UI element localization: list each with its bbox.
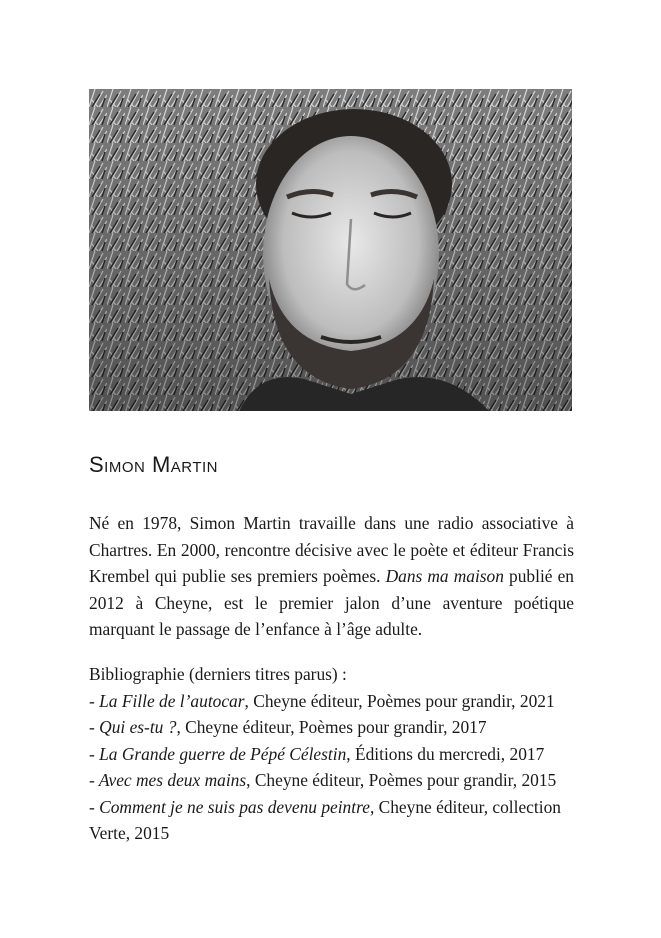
author-photo [89, 89, 572, 411]
bibliography-item-details: , Éditions du mercredi, 2017 [346, 743, 545, 764]
bibliography-item-details: , Cheyne éditeur, collection Verte, 2015 [89, 796, 561, 843]
bibliography-item-title: La Grande guerre de Pépé Célestin [99, 743, 347, 764]
bibliography-item-details: , Cheyne éditeur, Poèmes pour grandir, 2017 [176, 717, 487, 737]
bibliography-item-dash: - [89, 690, 100, 711]
bibliography-item [89, 767, 574, 794]
bibliography-item-title: Comment je ne suis pas devenu peintre [99, 796, 370, 817]
bibliography-item [89, 741, 574, 768]
bibliography-item-dash: - [89, 717, 100, 737]
bibliography [89, 661, 574, 847]
bibliography-item-dash: - [89, 743, 100, 764]
bibliography-item-dash: - [89, 796, 100, 817]
bibliography-item-dash: - [89, 770, 99, 790]
bibliography-item [89, 714, 574, 741]
author-portrait-image [89, 89, 572, 411]
bibliography-item-title: La Fille de l’autocar [99, 690, 245, 711]
bibliography-item-details: , Cheyne éditeur, Poèmes pour grandir, 2015 [246, 770, 557, 790]
bibliography-heading: Bibliographie (derniers titres parus) : [89, 664, 347, 684]
bibliography-item-details: , Cheyne éditeur, Poèmes pour grandir, 2021 [244, 690, 555, 711]
author-biography [89, 510, 574, 643]
bibliography-item [89, 688, 574, 715]
author-name: Simon Martin [89, 452, 219, 477]
bio-text-start: Né en 1978, Simon Martin travaille dans une radio associative à Chartres. En 2000, rencontre décisive avec le poète et éditeur Francis Krembel qui publie ses premiers poèmes. [89, 513, 574, 586]
bio-text-end: publié en 2012 à Cheyne, est le premier jalon d’une aventure poétique marquant le passage de l’enfance à l’âge adulte. [89, 566, 574, 639]
bio-book-title: Dans ma maison [385, 566, 504, 586]
bibliography-item [89, 794, 574, 847]
bibliography-item-title: Avec mes deux mains [98, 770, 247, 790]
bibliography-item-title: Qui es-tu ? [99, 717, 177, 737]
